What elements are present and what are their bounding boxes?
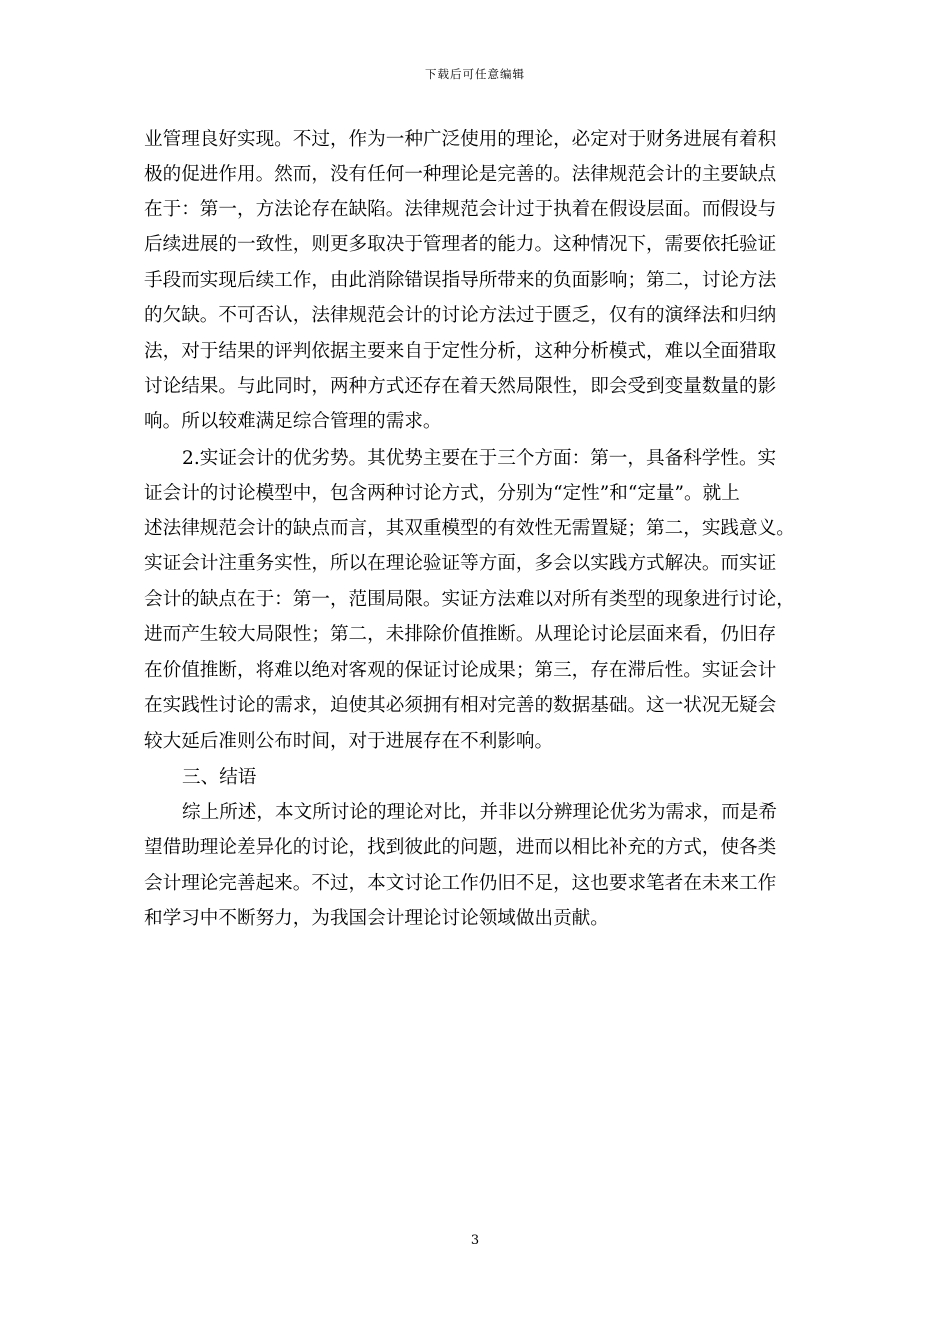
text-line: 实证会计注重务实性，所以在理论验证等方面，多会以实践方式解决。而实证 bbox=[144, 553, 777, 574]
text-line: 响。所以较难满足综合管理的需求。 bbox=[144, 411, 442, 432]
text-line: 在于：第一，方法论存在缺陷。法律规范会计过于执着在假设层面。而假设与 bbox=[144, 199, 777, 220]
text-line: 证会计的讨论模型中，包含两种讨论方式，分别为“定性”和“定量”。就上 bbox=[144, 483, 740, 504]
section-heading: 三、结语 bbox=[182, 767, 257, 788]
text-line: 法，对于结果的评判依据主要来自于定性分析，这种分析模式，难以全面猎取 bbox=[144, 341, 777, 362]
page-number: 3 bbox=[470, 1233, 480, 1248]
text-line: 后续进展的一致性，则更多取决于管理者的能力。这种情况下，需要依托验证 bbox=[144, 234, 777, 255]
page-header: 下载后可任意编辑 bbox=[425, 67, 525, 81]
text-line: 和学习中不断努力，为我国会计理论讨论领域做出贡献。 bbox=[144, 908, 609, 929]
text-line: 会计的缺点在于：第一，范围局限。实证方法难以对所有类型的现象进行讨论， bbox=[144, 589, 795, 610]
text-line: 较大延后准则公布时间，对于进展存在不利影响。 bbox=[144, 731, 554, 752]
text-line: 在价值推断，将难以绝对客观的保证讨论成果；第三，存在滞后性。实证会计 bbox=[144, 660, 777, 681]
text-line: 业管理良好实现。不过，作为一种广泛使用的理论，必定对于财务进展有着积 bbox=[144, 129, 777, 150]
text-line: 的欠缺。不可否认，法律规范会计的讨论方法过于匮乏，仅有的演绎法和归纳 bbox=[144, 305, 777, 326]
text-line: 极的促进作用。然而，没有任何一种理论是完善的。法律规范会计的主要缺点 bbox=[144, 164, 777, 185]
text-line: 综上所述，本文所讨论的理论对比，并非以分辨理论优劣为需求，而是希 bbox=[182, 802, 778, 823]
text-line: 进而产生较大局限性；第二，未排除价值推断。从理论讨论层面来看，仍旧存 bbox=[144, 624, 777, 645]
text-line: 手段而实现后续工作，由此消除错误指导所带来的负面影响；第二，讨论方法 bbox=[144, 270, 777, 291]
text-line: 在实践性讨论的需求，迫使其必须拥有相对完善的数据基础。这一状况无疑会 bbox=[144, 695, 777, 716]
text-line: 会计理论完善起来。不过，本文讨论工作仍旧不足，这也要求笔者在未来工作 bbox=[144, 873, 777, 894]
text-line: 2.实证会计的优劣势。其优势主要在于三个方面：第一，具备科学性。实 bbox=[182, 448, 777, 469]
text-line: 讨论结果。与此同时，两种方式还存在着天然局限性，即会受到变量数量的影 bbox=[144, 376, 777, 397]
text-line: 望借助理论差异化的讨论，找到彼此的问题，进而以相比补充的方式，使各类 bbox=[144, 837, 777, 858]
text-line: 述法律规范会计的缺点而言，其双重模型的有效性无需置疑；第二，实践意义。 bbox=[144, 518, 795, 539]
